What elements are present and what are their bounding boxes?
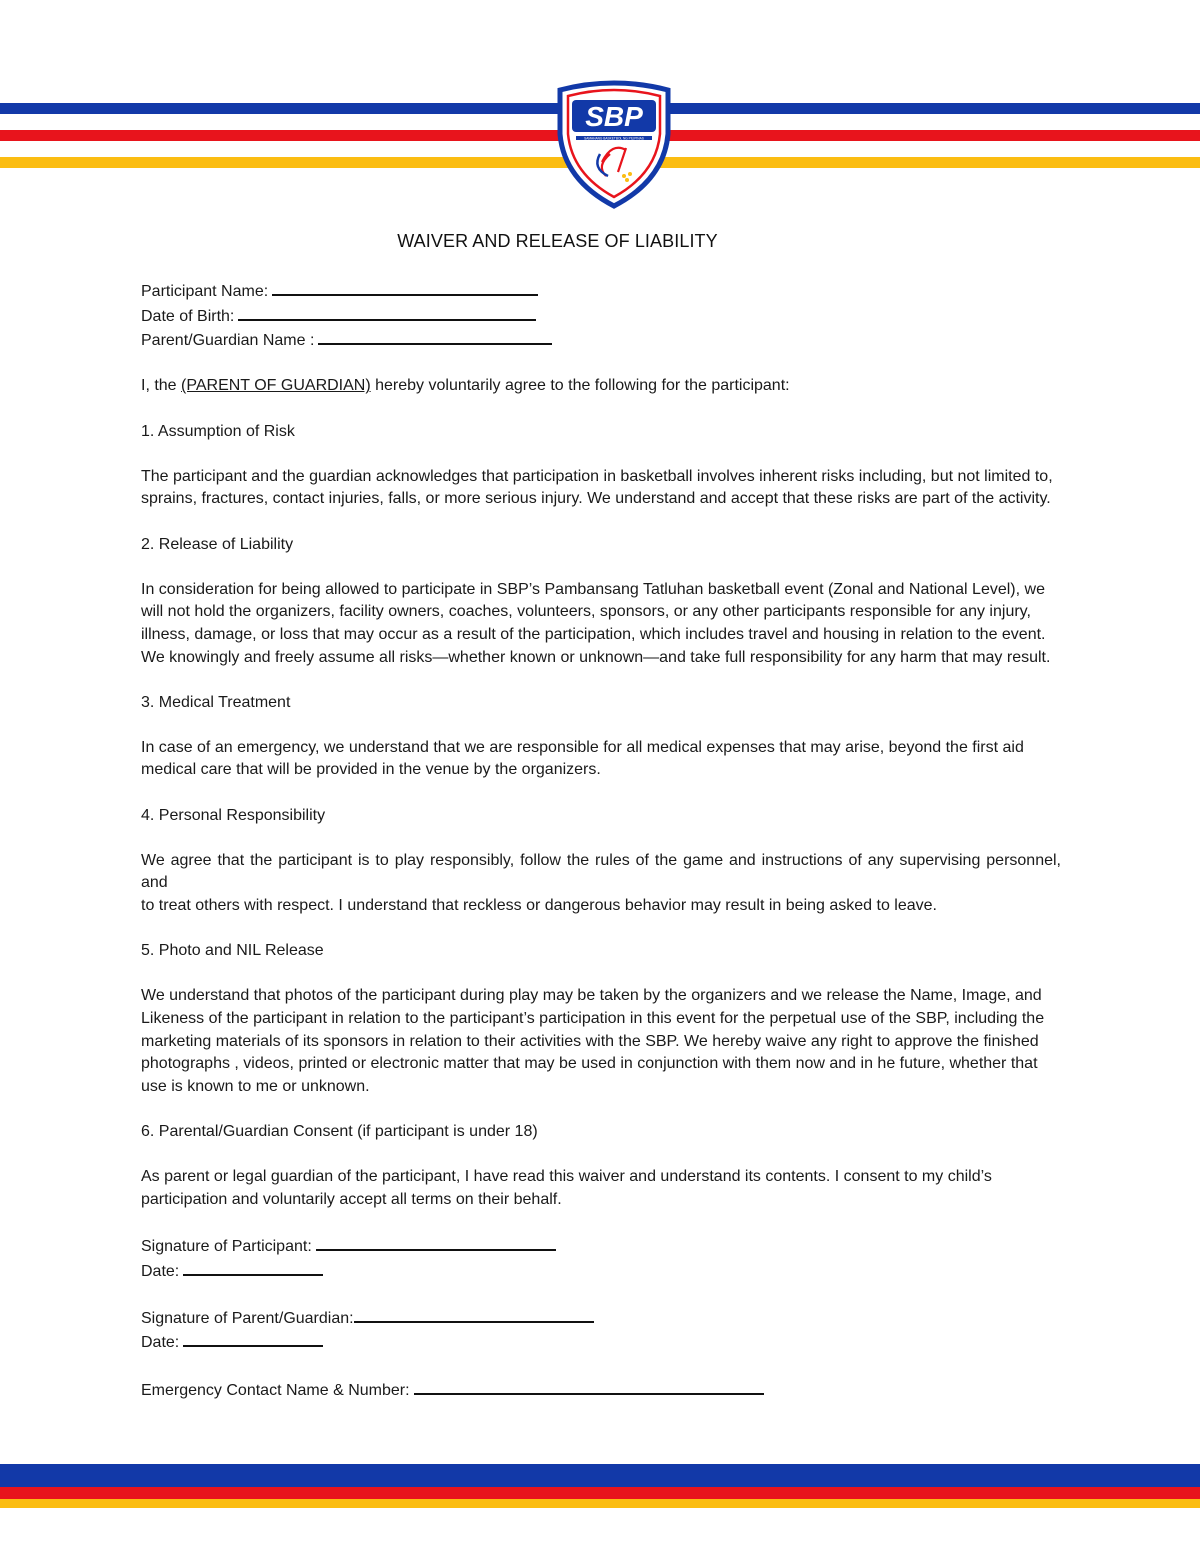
section-line: We knowingly and freely assume all risks—whether known or unknown—and take full responsibility for any harm that may result. — [141, 648, 1051, 666]
section-line: marketing materials of its sponsors in relation to their activities with the SBP. We hereby waive any right to approve the finished — [141, 1032, 1039, 1050]
guardian-signature-line[interactable] — [354, 1306, 594, 1323]
section-line: medical care that will be provided in the venue by the organizers. — [141, 761, 601, 779]
section-line: use is known to me or unknown. — [141, 1077, 370, 1095]
participant-date-row — [141, 1259, 1061, 1284]
participant-name-line[interactable] — [272, 279, 538, 296]
section-line: to treat others with respect. I understand that reckless or dangerous behavior may result in being asked to leave. — [141, 897, 937, 915]
section-line: Likeness of the participant in relation to the participant’s participation in this event for the perpetual use of the SBP, including the — [141, 1010, 1045, 1027]
date-of-birth-label: Date of Birth: — [141, 307, 235, 325]
bottom-red-stripe — [0, 1487, 1200, 1499]
intro-paragraph — [141, 375, 1061, 398]
section-heading: 4. Personal Responsibility — [141, 806, 326, 824]
guardian-name-row — [141, 328, 1061, 353]
waiver-body — [141, 279, 1061, 1402]
guardian-date-row — [141, 1330, 1061, 1355]
section-heading: 2. Release of Liability — [141, 535, 294, 553]
intro-prefix: I, the — [141, 377, 182, 395]
section-heading: 1. Assumption of Risk — [141, 422, 295, 440]
section-line: As parent or legal guardian of the participant, I have read this waiver and understand its contents. I consent to my child’s — [141, 1168, 992, 1186]
guardian-date-label: Date: — [141, 1334, 180, 1352]
section-line: We agree that the participant is to play responsibly, follow the rules of the game and instructions of any supervising personnel, and — [141, 851, 1061, 892]
section-line: participation and voluntarily accept all terms on their behalf. — [141, 1190, 562, 1208]
section-heading: 6. Parental/Guardian Consent (if participant is under 18) — [141, 1122, 538, 1140]
sbp-shield-logo — [554, 80, 674, 210]
participant-name-label: Participant Name: — [141, 283, 269, 300]
logo-subtext: SAMAHANG BASKETBOL NG PILIPINAS — [584, 136, 644, 141]
logo-text: SBP — [585, 101, 643, 132]
guardian-signature-row — [141, 1306, 1061, 1331]
guardian-date-line[interactable] — [183, 1330, 323, 1347]
section-line: In consideration for being allowed to participate in SBP’s Pambansang Tatluhan basketball event (Zonal and National Level), we — [141, 580, 1045, 598]
participant-name-row — [141, 279, 1061, 304]
guardian-name-line[interactable] — [318, 328, 552, 345]
participant-date-label: Date: — [141, 1262, 180, 1280]
emergency-contact-row — [141, 1378, 1061, 1403]
participant-signature-row — [141, 1234, 1061, 1259]
document-title: WAIVER AND RELEASE OF LIABILITY — [397, 231, 718, 251]
emergency-contact-label: Emergency Contact Name & Number: — [141, 1381, 410, 1399]
bottom-yellow-stripe — [0, 1499, 1200, 1508]
bottom-blue-stripe — [0, 1464, 1200, 1487]
guardian-signature-label: Signature of Parent/Guardian: — [141, 1309, 354, 1327]
section-line: illness, damage, or loss that may occur as a result of the participation, which includes travel and housing in relation to the event. — [141, 625, 1046, 643]
date-of-birth-row — [141, 304, 1061, 329]
section-line: The participant and the guardian acknowledges that participation in basketball involves inherent risks including, but not limited to, — [141, 467, 1053, 485]
emergency-contact-line[interactable] — [414, 1378, 764, 1395]
intro-underlined: (PARENT OF GUARDIAN) — [181, 377, 371, 395]
section-line: We understand that photos of the participant during play may be taken by the organizers and we release the Name, Image, and — [141, 987, 1042, 1005]
section-heading: 3. Medical Treatment — [141, 693, 291, 711]
section-line: photographs , videos, printed or electronic matter that may be used in conjunction with them now and in he future, whether that — [141, 1055, 1038, 1073]
section-line: will not hold the organizers, facility owners, coaches, volunteers, sponsors, or any other participants responsible for any injury, — [141, 603, 1031, 621]
date-of-birth-line[interactable] — [238, 304, 536, 321]
participant-date-line[interactable] — [183, 1259, 323, 1276]
guardian-name-label: Parent/Guardian Name : — [141, 332, 315, 350]
participant-signature-label: Signature of Participant: — [141, 1237, 312, 1255]
section-line: sprains, fractures, contact injuries, falls, or more serious injury. We understand and accept that these risks are part of the activity. — [141, 490, 1051, 508]
intro-suffix: hereby voluntarily agree to the following for the participant: — [370, 377, 790, 395]
section-line: In case of an emergency, we understand that we are responsible for all medical expenses that may arise, beyond the first aid — [141, 738, 1024, 756]
participant-signature-line[interactable] — [316, 1234, 556, 1251]
section-heading: 5. Photo and NIL Release — [141, 942, 324, 960]
